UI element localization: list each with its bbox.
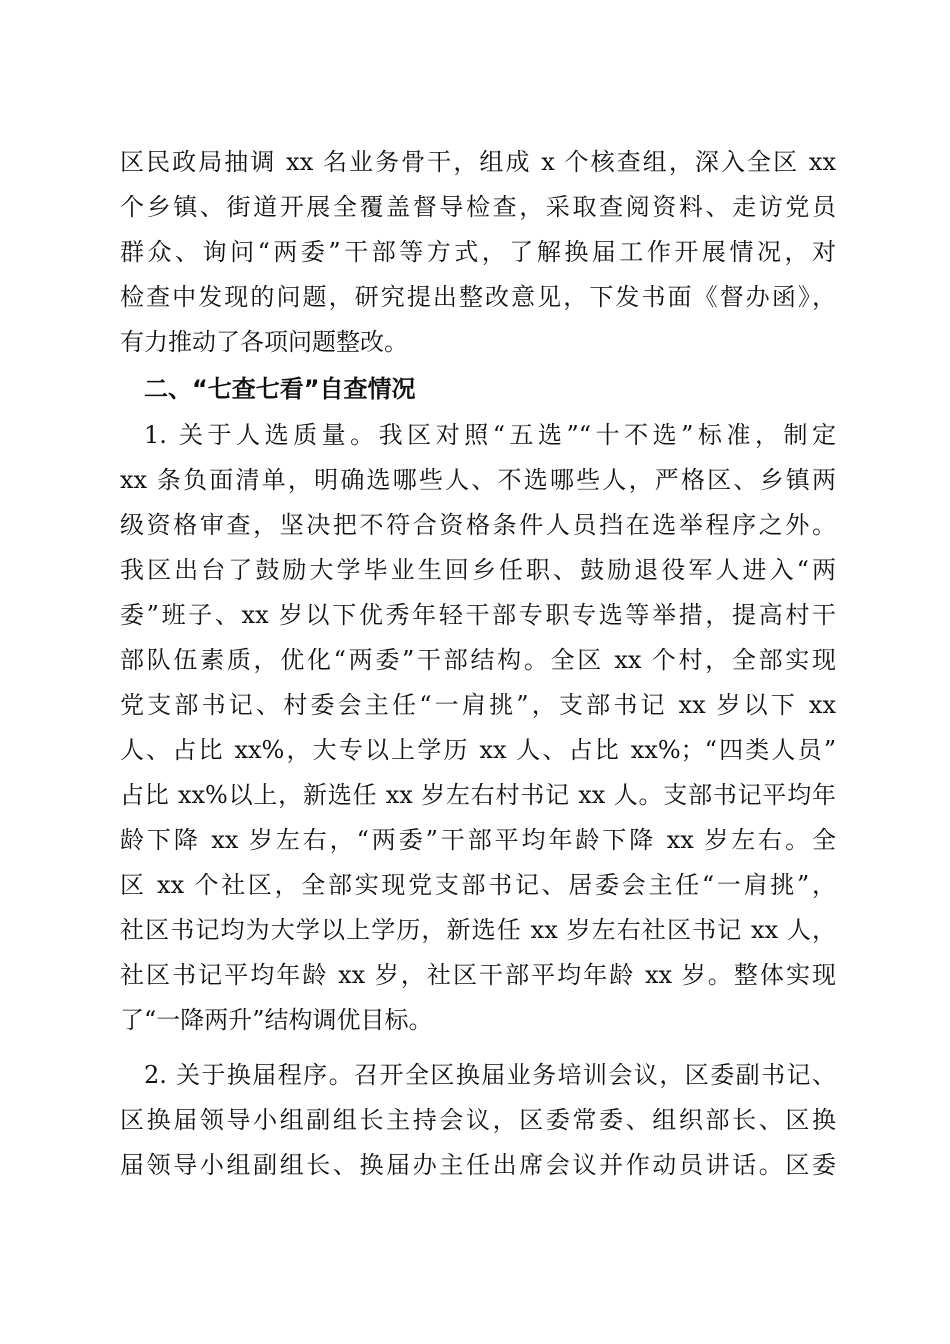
text-line: xx 条负面清单，明确选哪些人、不选哪些人，严格区、乡镇两 [120, 466, 836, 494]
text-line: 2. 关于换届程序。召开全区换届业务培训会议，区委副书记、 [144, 1061, 836, 1089]
text-line: 检查中发现的问题，研究提出整改意见，下发书面《督办函》， [120, 283, 836, 311]
text-line: 占比 xx%以上，新选任 xx 岁左右村书记 xx 人。支部书记平均年 [120, 781, 836, 809]
text-line: 部队伍素质，优化“两委”干部结构。全区 xx 个村，全部实现 [120, 646, 836, 674]
text-line: 社区书记均为大学以上学历，新选任 xx 岁左右社区书记 xx 人， [120, 916, 836, 944]
paragraph-intro [120, 140, 836, 365]
paragraph-candidate-quality [120, 413, 836, 1043]
text-line: 党支部书记、村委会主任“一肩挑”，支部书记 xx 岁以下 xx [120, 691, 836, 719]
document-body [120, 140, 836, 1188]
text-line: 区民政局抽调 xx 名业务骨干，组成 x 个核查组，深入全区 xx [120, 148, 836, 176]
text-line: 个乡镇、街道开展全覆盖督导检查，采取查阅资料、走访党员 [120, 193, 836, 221]
text-line: 我区出台了鼓励大学毕业生回乡任职、鼓励退役军人进入“两 [120, 556, 836, 584]
text-line: 区换届领导小组副组长主持会议，区委常委、组织部长、区换 [120, 1106, 836, 1134]
text-line: 了“一降两升”结构调优目标。 [120, 1006, 433, 1034]
text-line: 区 xx 个社区，全部实现党支部书记、居委会主任“一肩挑”， [120, 871, 836, 899]
text-line: 1. 关于人选质量。我区对照“五选”“十不选”标准，制定 [144, 421, 836, 449]
text-line: 社区书记平均年龄 xx 岁，社区干部平均年龄 xx 岁。整体实现 [120, 961, 836, 989]
text-line: 有力推动了各项问题整改。 [120, 328, 408, 356]
text-line: 人、占比 xx%，大专以上学历 xx 人、占比 xx%；“四类人员” [120, 736, 836, 764]
text-line: 委”班子、xx 岁以下优秀年轻干部专职专选等举措，提高村干 [120, 601, 836, 629]
text-line: 龄下降 xx 岁左右，“两委”干部平均年龄下降 xx 岁左右。全 [120, 826, 836, 854]
text-line: 届领导小组副组长、换届办主任出席会议并作动员讲话。区委 [120, 1151, 836, 1179]
paragraph-election-procedure [120, 1053, 836, 1188]
text-line: 群众、询问“两委”干部等方式，了解换届工作开展情况，对 [120, 238, 836, 266]
text-line: 级资格审查，坚决把不符合资格条件人员挡在选举程序之外。 [120, 511, 836, 539]
paragraph-gap [120, 1043, 836, 1053]
section-heading: 二、“七查七看”自查情况 [144, 375, 416, 403]
